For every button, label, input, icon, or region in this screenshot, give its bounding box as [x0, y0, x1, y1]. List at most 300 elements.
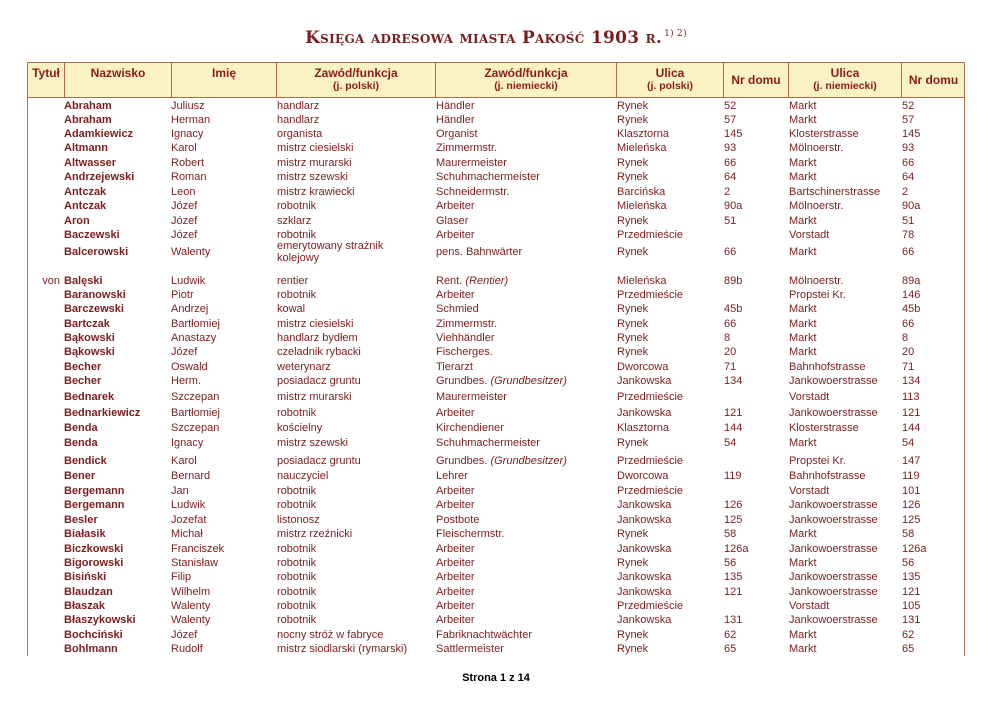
surname-cell: Besler — [64, 514, 98, 526]
surname-cell: Błaszykowski — [64, 614, 136, 626]
street-pl-cell: Jankowska — [617, 499, 672, 511]
occupation-de-cell: Schneidermstr. — [436, 186, 510, 198]
occupation-pl-cell: robotnik — [277, 571, 317, 583]
street-pl-cell: Jankowska — [617, 571, 672, 583]
first-name-cell: Herman — [171, 114, 211, 126]
surname-cell: Bisiński — [64, 571, 107, 583]
street-pl-cell: Rynek — [617, 629, 649, 641]
first-name-cell: Andrzej — [171, 303, 209, 315]
house-number-2-cell: 146 — [902, 289, 921, 301]
house-number-cell: 66 — [724, 318, 737, 330]
occupation-pl-cell: organista — [277, 128, 323, 140]
title-footnotes: 1) 2) — [664, 29, 687, 39]
surname-cell: Adamkiewicz — [64, 128, 134, 140]
first-name-cell: Walenty — [171, 614, 211, 626]
street-pl-cell: Jankowska — [617, 543, 672, 555]
occupation-pl-cell: emerytowany strażnik kolejowy — [277, 240, 384, 264]
street-de-cell: Markt — [789, 557, 817, 569]
street-pl-cell: Barcińska — [617, 186, 666, 198]
first-name-cell: Szczepan — [171, 391, 220, 403]
occupation-de-cell: Zimmermstr. — [436, 142, 498, 154]
house-number-cell: 20 — [724, 346, 737, 358]
house-number-cell: 57 — [724, 114, 737, 126]
first-name-cell: Bartłomiej — [171, 318, 220, 330]
house-number-2-cell: 134 — [902, 375, 921, 387]
first-name-cell: Jan — [171, 485, 189, 497]
street-pl-cell: Mieleńska — [617, 200, 667, 212]
street-de-cell: Markt — [789, 346, 817, 358]
street-de-cell: Mölnoerstr. — [789, 142, 844, 154]
surname-cell: Barczewski — [64, 303, 124, 315]
house-number-cell: 45b — [724, 303, 743, 315]
occupation-pl-cell: robotnik — [277, 200, 317, 212]
occupation-pl-cell: robotnik — [277, 499, 317, 511]
header-first-name: Imię — [172, 63, 277, 97]
surname-cell: Altwasser — [64, 157, 116, 169]
house-number-2-cell: 52 — [902, 100, 915, 112]
header-occupation-de: Zawód/funkcja (j. niemiecki) — [436, 63, 617, 97]
first-name-cell: Ignacy — [171, 437, 204, 449]
house-number-cell: 121 — [724, 586, 743, 598]
street-de-cell: Vorstadt — [789, 600, 830, 612]
surname-cell: Bartczak — [64, 318, 110, 330]
header-street-de: Ulica (j. niemiecki) — [789, 63, 902, 97]
street-pl-cell: Rynek — [617, 332, 649, 344]
street-de-cell: Bahnhofstrasse — [789, 470, 866, 482]
house-number-cell: 51 — [724, 215, 737, 227]
house-number-2-cell: 135 — [902, 571, 921, 583]
street-pl-cell: Mieleńska — [617, 275, 667, 287]
street-de-cell: Markt — [789, 629, 817, 641]
house-number-2-cell: 113 — [902, 391, 920, 403]
street-de-cell: Markt — [789, 318, 817, 330]
surname-cell: Bohlmann — [64, 643, 118, 655]
occupation-de-cell: Arbeiter — [436, 407, 475, 419]
title-cell: von — [42, 275, 60, 287]
occupation-de-cell: Arbeiter — [436, 485, 475, 497]
first-name-cell: Karol — [171, 142, 197, 154]
occupation-de-cell: Schuhmachermeister — [436, 171, 540, 183]
first-name-cell: Józef — [171, 346, 198, 358]
street-de-cell: Markt — [789, 303, 817, 315]
house-number-2-cell: 51 — [902, 215, 915, 227]
surname-cell: Bochciński — [64, 629, 123, 641]
house-number-2-cell: 66 — [902, 318, 915, 330]
street-de-cell: Markt — [789, 528, 817, 540]
page-title — [0, 28, 992, 48]
occupation-de-cell: Arbeiter — [436, 200, 475, 212]
first-name-cell: Oswald — [171, 361, 208, 373]
occupation-pl-cell: handlarz bydłem — [277, 332, 358, 344]
house-number-cell: 131 — [724, 614, 743, 626]
street-pl-cell: Rynek — [617, 114, 649, 126]
occupation-de-cell: Grundbes. (Grundbesitzer) — [436, 375, 567, 387]
house-number-cell: 135 — [724, 571, 743, 583]
house-number-2-cell: 147 — [902, 455, 921, 467]
house-number-2-cell: 8 — [902, 332, 909, 344]
occupation-pl-cell: robotnik — [277, 289, 317, 301]
house-number-2-cell: 126a — [902, 543, 927, 555]
occupation-de-cell: Arbeiter — [436, 499, 475, 511]
first-name-cell: Karol — [171, 455, 197, 467]
street-pl-cell: Rynek — [617, 246, 649, 258]
occupation-pl-cell: robotnik — [277, 543, 317, 555]
street-pl-cell: Rynek — [617, 528, 649, 540]
surname-cell: Abraham — [64, 100, 112, 112]
house-number-cell: 71 — [724, 361, 737, 373]
surname-cell: Benda — [64, 437, 98, 449]
surname-cell: Bergemann — [64, 485, 125, 497]
street-de-cell: Bartschinerstrasse — [789, 186, 881, 198]
street-de-cell: Markt — [789, 157, 817, 169]
house-number-cell: 8 — [724, 332, 731, 344]
occupation-pl-cell: mistrz ciesielski — [277, 142, 354, 154]
street-de-cell: Propstei Kr. — [789, 455, 846, 467]
first-name-cell: Ludwik — [171, 275, 206, 287]
occupation-pl-cell: szklarz — [277, 215, 312, 227]
occupation-de-cell: Händler — [436, 100, 475, 112]
occupation-pl-cell: nauczyciel — [277, 470, 329, 482]
street-de-cell: Mölnoerstr. — [789, 275, 844, 287]
first-name-cell: Stanisław — [171, 557, 219, 569]
street-de-cell: Mölnoerstr. — [789, 200, 844, 212]
occupation-de-cell: Schmied — [436, 303, 479, 315]
surname-cell: Bendick — [64, 455, 107, 467]
house-number-cell: 90a — [724, 200, 743, 212]
occupation-pl-cell: mistrz szewski — [277, 171, 348, 183]
surname-cell: Balęski — [64, 275, 103, 287]
occupation-pl-cell: mistrz ciesielski — [277, 318, 354, 330]
header-street-pl: Ulica (j. polski) — [617, 63, 724, 97]
street-pl-cell: Przedmieście — [617, 600, 684, 612]
occupation-pl-cell: czeladnik rybacki — [277, 346, 361, 358]
occupation-pl-cell: mistrz krawiecki — [277, 186, 355, 198]
street-pl-cell: Przedmieście — [617, 455, 684, 467]
house-number-cell: 134 — [724, 375, 743, 387]
occupation-de-cell: Arbeiter — [436, 614, 475, 626]
occupation-pl-cell: mistrz szewski — [277, 437, 348, 449]
surname-cell: Białasik — [64, 528, 106, 540]
occupation-pl-cell: mistrz murarski — [277, 391, 352, 403]
occupation-de-cell: Maurermeister — [436, 391, 507, 403]
occupation-de-cell: Händler — [436, 114, 475, 126]
house-number-2-cell: 125 — [902, 514, 921, 526]
house-number-2-cell: 105 — [902, 600, 921, 612]
surname-cell: Baranowski — [64, 289, 126, 301]
house-number-cell: 126 — [724, 499, 743, 511]
occupation-de-cell: Arbeiter — [436, 586, 475, 598]
surname-cell: Bergemann — [64, 499, 125, 511]
occupation-de-cell: Fleischermstr. — [436, 528, 505, 540]
house-number-cell: 58 — [724, 528, 737, 540]
first-name-cell: Michał — [171, 528, 203, 540]
occupation-de-cell: Maurermeister — [436, 157, 507, 169]
house-number-2-cell: 78 — [902, 229, 915, 241]
street-pl-cell: Klasztorna — [617, 422, 669, 434]
street-de-cell: Markt — [789, 643, 817, 655]
street-de-cell: Jankowoerstrasse — [789, 586, 878, 598]
first-name-cell: Walenty — [171, 246, 211, 258]
street-de-cell: Jankowoerstrasse — [789, 571, 878, 583]
occupation-de-cell: Organist — [436, 128, 478, 140]
occupation-de-cell: pens. Bahnwärter — [436, 246, 523, 258]
occupation-de-cell: Viehhändler — [436, 332, 495, 344]
house-number-2-cell: 2 — [902, 186, 909, 198]
street-de-cell: Markt — [789, 332, 817, 344]
surname-cell: Bąkowski — [64, 332, 115, 344]
house-number-cell: 66 — [724, 157, 737, 169]
first-name-cell: Ludwik — [171, 499, 206, 511]
occupation-pl-cell: kowal — [277, 303, 306, 315]
house-number-2-cell: 131 — [902, 614, 921, 626]
first-name-cell: Piotr — [171, 289, 194, 301]
house-number-2-cell: 66 — [902, 157, 915, 169]
street-de-cell: Markt — [789, 171, 817, 183]
surname-cell: Altmann — [64, 142, 108, 154]
house-number-2-cell: 89a — [902, 275, 921, 287]
house-number-2-cell: 66 — [902, 246, 915, 258]
first-name-cell: Jozefat — [171, 514, 207, 526]
street-pl-cell: Rynek — [617, 643, 649, 655]
street-de-cell: Vorstadt — [789, 229, 830, 241]
first-name-cell: Bernard — [171, 470, 211, 482]
occupation-pl-cell: robotnik — [277, 407, 317, 419]
first-name-cell: Rudolf — [171, 643, 203, 655]
house-number-2-cell: 101 — [902, 485, 921, 497]
surname-cell: Bednarkiewicz — [64, 407, 141, 419]
house-number-2-cell: 93 — [902, 142, 915, 154]
house-number-2-cell: 121 — [902, 586, 921, 598]
first-name-cell: Bartłomiej — [171, 407, 220, 419]
occupation-de-cell: Postbote — [436, 514, 480, 526]
street-pl-cell: Rynek — [617, 215, 649, 227]
street-pl-cell: Rynek — [617, 171, 649, 183]
first-name-cell: Ignacy — [171, 128, 204, 140]
occupation-pl-cell: handlarz — [277, 114, 320, 126]
first-name-cell: Juliusz — [171, 100, 205, 112]
header-house-number: Nr domu — [724, 63, 789, 97]
occupation-de-cell: Sattlermeister — [436, 643, 504, 655]
header-surname: Nazwisko — [65, 63, 172, 97]
occupation-pl-cell: robotnik — [277, 614, 317, 626]
street-pl-cell: Rynek — [617, 346, 649, 358]
occupation-de-cell: Arbeiter — [436, 543, 475, 555]
street-de-cell: Jankowoerstrasse — [789, 514, 878, 526]
header-title: Tytuł — [28, 63, 65, 97]
first-name-cell: Filip — [171, 571, 192, 583]
street-de-cell: Markt — [789, 215, 817, 227]
first-name-cell: Józef — [171, 229, 198, 241]
occupation-de-cell: Arbeiter — [436, 600, 475, 612]
street-de-cell: Markt — [789, 100, 817, 112]
street-de-cell: Jankowoerstrasse — [789, 407, 878, 419]
street-de-cell: Vorstadt — [789, 485, 830, 497]
occupation-pl-cell: rentier — [277, 275, 309, 287]
street-pl-cell: Rynek — [617, 303, 649, 315]
table-header — [27, 62, 965, 98]
street-pl-cell: Rynek — [617, 157, 649, 169]
street-pl-cell: Przedmieście — [617, 289, 684, 301]
house-number-cell: 54 — [724, 437, 737, 449]
first-name-cell: Franciszek — [171, 543, 225, 555]
surname-cell: Aron — [64, 215, 90, 227]
surname-cell: Benda — [64, 422, 98, 434]
street-de-cell: Markt — [789, 246, 817, 258]
street-pl-cell: Jankowska — [617, 375, 672, 387]
occupation-de-cell: Arbeiter — [436, 571, 475, 583]
occupation-de-cell: Lehrer — [436, 470, 468, 482]
house-number-2-cell: 71 — [902, 361, 915, 373]
occupation-pl-cell: listonosz — [277, 514, 320, 526]
surname-cell: Becher — [64, 361, 102, 373]
surname-cell: Błaszak — [64, 600, 105, 612]
occupation-de-cell: Grundbes. (Grundbesitzer) — [436, 455, 567, 467]
page-footer: Strona 1 z 14 — [462, 672, 530, 684]
street-pl-cell: Rynek — [617, 557, 649, 569]
surname-cell: Andrzejewski — [64, 171, 135, 183]
street-de-cell: Markt — [789, 437, 817, 449]
street-pl-cell: Jankowska — [617, 407, 672, 419]
street-de-cell: Jankowoerstrasse — [789, 543, 878, 555]
surname-cell: Abraham — [64, 114, 112, 126]
street-de-cell: Markt — [789, 114, 817, 126]
house-number-2-cell: 56 — [902, 557, 915, 569]
house-number-2-cell: 119 — [902, 470, 920, 482]
surname-cell: Bednarek — [64, 391, 115, 403]
occupation-de-cell: Schuhmachermeister — [436, 437, 540, 449]
house-number-cell: 2 — [724, 186, 731, 198]
house-number-2-cell: 45b — [902, 303, 921, 315]
occupation-de-cell: Fabriknachtwächter — [436, 629, 532, 641]
occupation-pl-cell: robotnik — [277, 485, 317, 497]
house-number-cell: 56 — [724, 557, 737, 569]
occupation-pl-cell: robotnik — [277, 600, 317, 612]
house-number-cell: 119 — [724, 470, 742, 482]
first-name-cell: Józef — [171, 200, 198, 212]
surname-cell: Antczak — [64, 200, 107, 212]
house-number-2-cell: 65 — [902, 643, 915, 655]
occupation-pl-cell: mistrz siodlarski (rymarski) — [277, 643, 408, 655]
first-name-cell: Leon — [171, 186, 196, 198]
house-number-cell: 52 — [724, 100, 737, 112]
street-de-cell: Bahnhofstrasse — [789, 361, 866, 373]
street-de-cell: Klosterstrasse — [789, 422, 859, 434]
occupation-de-cell: Rent. (Rentier) — [436, 275, 509, 287]
house-number-cell: 144 — [724, 422, 743, 434]
first-name-cell: Józef — [171, 215, 198, 227]
street-de-cell: Jankowoerstrasse — [789, 499, 878, 511]
house-number-2-cell: 64 — [902, 171, 915, 183]
occupation-pl-cell: nocny stróż w fabryce — [277, 629, 384, 641]
first-name-cell: Herm. — [171, 375, 201, 387]
house-number-2-cell: 20 — [902, 346, 915, 358]
street-pl-cell: Jankowska — [617, 586, 672, 598]
title-text: Księga adresowa miasta Pakość 1903 r. — [305, 28, 663, 48]
occupation-de-cell: Fischerges. — [436, 346, 493, 358]
occupation-pl-cell: mistrz murarski — [277, 157, 352, 169]
street-pl-cell: Rynek — [617, 437, 649, 449]
first-name-cell: Roman — [171, 171, 207, 183]
street-de-cell: Jankowoerstrasse — [789, 375, 878, 387]
occupation-de-cell: Arbeiter — [436, 229, 475, 241]
street-pl-cell: Przedmieście — [617, 391, 684, 403]
surname-cell: Bigorowski — [64, 557, 124, 569]
street-de-cell: Klosterstrasse — [789, 128, 859, 140]
street-pl-cell: Jankowska — [617, 514, 672, 526]
house-number-2-cell: 121 — [902, 407, 921, 419]
street-pl-cell: Przedmieście — [617, 229, 684, 241]
surname-cell: Antczak — [64, 186, 107, 198]
house-number-cell: 66 — [724, 246, 737, 258]
house-number-2-cell: 144 — [902, 422, 921, 434]
occupation-de-cell: Glaser — [436, 215, 469, 227]
occupation-pl-cell: mistrz rzeźnicki — [277, 528, 353, 540]
surname-cell: Bąkowski — [64, 346, 115, 358]
house-number-2-cell: 58 — [902, 528, 915, 540]
occupation-pl-cell: handlarz — [277, 100, 320, 112]
occupation-pl-cell: robotnik — [277, 586, 317, 598]
occupation-pl-cell: robotnik — [277, 557, 317, 569]
street-pl-cell: Dworcowa — [617, 361, 669, 373]
occupation-pl-cell: posiadacz gruntu — [277, 455, 361, 467]
house-number-2-cell: 57 — [902, 114, 915, 126]
surname-cell: Balcerowski — [64, 246, 129, 258]
occupation-pl-cell: weterynarz — [277, 361, 331, 373]
house-number-cell: 121 — [724, 407, 743, 419]
first-name-cell: Józef — [171, 629, 198, 641]
house-number-2-cell: 90a — [902, 200, 921, 212]
header-occupation-pl: Zawód/funkcja (j. polski) — [277, 63, 436, 97]
house-number-cell: 145 — [724, 128, 743, 140]
house-number-2-cell: 62 — [902, 629, 915, 641]
surname-cell: Biczkowski — [64, 543, 124, 555]
house-number-cell: 89b — [724, 275, 743, 287]
street-de-cell: Vorstadt — [789, 391, 830, 403]
house-number-cell: 64 — [724, 171, 737, 183]
street-pl-cell: Rynek — [617, 100, 649, 112]
house-number-cell: 62 — [724, 629, 737, 641]
occupation-de-cell: Arbeiter — [436, 289, 475, 301]
header-house-number-2: Nr domu — [908, 73, 959, 87]
street-pl-cell: Przedmieście — [617, 485, 684, 497]
street-de-cell: Jankowoerstrasse — [789, 614, 878, 626]
street-de-cell: Propstei Kr. — [789, 289, 846, 301]
occupation-de-cell: Zimmermstr. — [436, 318, 498, 330]
street-pl-cell: Jankowska — [617, 614, 672, 626]
surname-cell: Becher — [64, 375, 102, 387]
house-number-cell: 126a — [724, 543, 749, 555]
first-name-cell: Szczepan — [171, 422, 220, 434]
house-number-cell: 65 — [724, 643, 737, 655]
first-name-cell: Robert — [171, 157, 205, 169]
street-pl-cell: Rynek — [617, 318, 649, 330]
surname-cell: Baczewski — [64, 229, 120, 241]
first-name-cell: Anastazy — [171, 332, 217, 344]
first-name-cell: Walenty — [171, 600, 211, 612]
first-name-cell: Wilhelm — [171, 586, 211, 598]
street-pl-cell: Dworcowa — [617, 470, 669, 482]
occupation-pl-cell: posiadacz gruntu — [277, 375, 361, 387]
surname-cell: Bener — [64, 470, 96, 482]
house-number-2-cell: 145 — [902, 128, 921, 140]
house-number-2-cell: 126 — [902, 499, 921, 511]
occupation-de-cell: Arbeiter — [436, 557, 475, 569]
house-number-2-cell: 54 — [902, 437, 915, 449]
occupation-de-cell: Tierarzt — [436, 361, 473, 373]
house-number-cell: 125 — [724, 514, 743, 526]
occupation-pl-cell: robotnik — [277, 229, 317, 241]
occupation-pl-cell: kościelny — [277, 422, 323, 434]
